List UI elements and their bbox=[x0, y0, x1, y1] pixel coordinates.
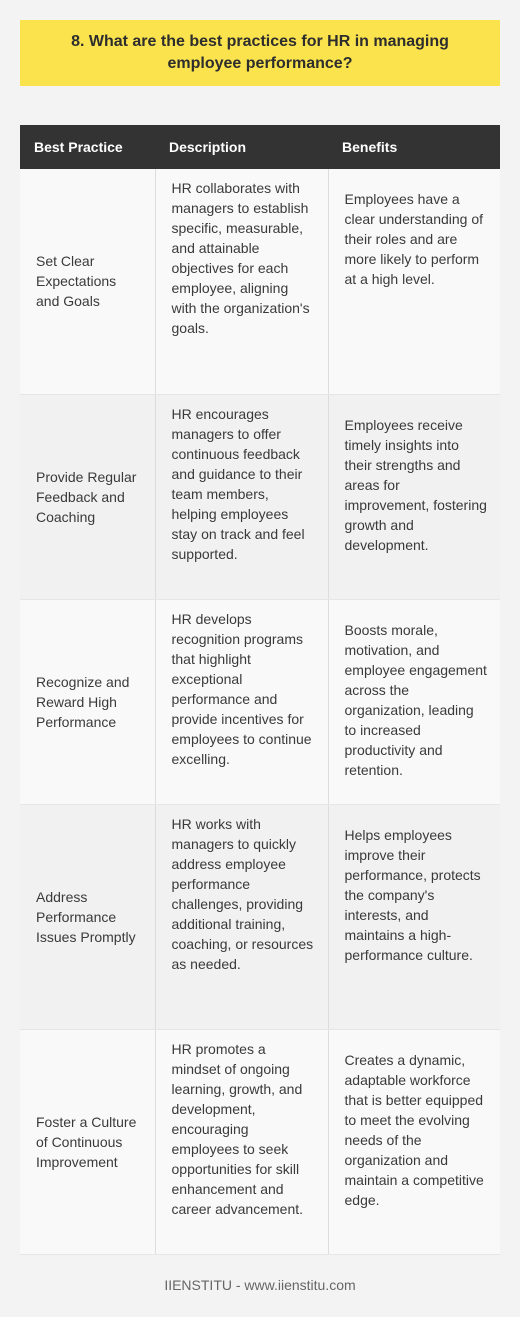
description-cell: HR works with managers to quickly address employee performance challenges, providing additional training, coaching, or resources as needed. bbox=[155, 804, 328, 1029]
benefits-cell: Helps employees improve their performance, protects the company's interests, and maintains a high-performance culture. bbox=[328, 804, 500, 1029]
table-header-row bbox=[20, 125, 500, 169]
benefits-cell: Employees receive timely insights into their strengths and areas for improvement, fostering growth and development. bbox=[328, 394, 500, 599]
table-row bbox=[20, 804, 500, 1029]
description-cell: HR encourages managers to offer continuous feedback and guidance to their team members, helping employees stay on track and feel supported. bbox=[155, 394, 328, 599]
header-description: Description bbox=[155, 125, 328, 169]
practice-cell: Set Clear Expectations and Goals bbox=[20, 169, 155, 394]
description-cell: HR develops recognition programs that highlight exceptional performance and provide incentives for employees to continue excelling. bbox=[155, 599, 328, 804]
practice-cell: Address Performance Issues Promptly bbox=[20, 804, 155, 1029]
header-best-practice: Best Practice bbox=[20, 125, 155, 169]
table-row bbox=[20, 394, 500, 599]
description-cell: HR promotes a mindset of ongoing learning, growth, and development, encouraging employees to seek opportunities for skill enhancement and career advancement. bbox=[155, 1029, 328, 1254]
benefits-cell: Employees have a clear understanding of their roles and are more likely to perform at a high level. bbox=[328, 169, 500, 394]
benefits-cell: Boosts morale, motivation, and employee engagement across the organization, leading to increased productivity and retention. bbox=[328, 599, 500, 804]
description-cell: HR collaborates with managers to establish specific, measurable, and attainable objectives for each employee, aligning with the organization's goals. bbox=[155, 169, 328, 394]
page-title: 8. What are the best practices for HR in managing employee performance? bbox=[20, 20, 500, 86]
table-row bbox=[20, 599, 500, 804]
practice-cell: Recognize and Reward High Performance bbox=[20, 599, 155, 804]
practice-cell: Provide Regular Feedback and Coaching bbox=[20, 394, 155, 599]
practice-cell: Foster a Culture of Continuous Improvement bbox=[20, 1029, 155, 1254]
footer-credit: IIENSTITU - www.iienstitu.com bbox=[164, 1277, 356, 1293]
table-row bbox=[20, 169, 500, 394]
header-benefits: Benefits bbox=[328, 125, 500, 169]
table-row bbox=[20, 1029, 500, 1254]
best-practices-table bbox=[20, 125, 500, 1255]
benefits-cell: Creates a dynamic, adaptable workforce that is better equipped to meet the evolving needs of the organization and maintain a competitive edge. bbox=[328, 1029, 500, 1254]
